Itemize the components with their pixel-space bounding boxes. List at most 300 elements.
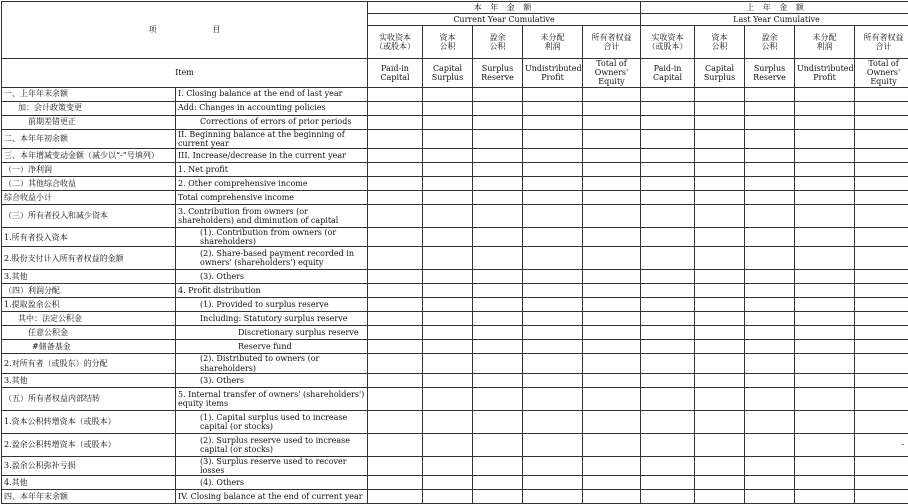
- last-col-en-3: Undistributed Profit: [795, 59, 855, 88]
- value-cell: [583, 247, 641, 270]
- value-cell: [695, 148, 745, 162]
- value-cell: [423, 476, 473, 490]
- value-cell: [855, 373, 908, 387]
- row-label-cn: （五）所有者权益内部结转: [2, 387, 176, 410]
- value-cell: [473, 162, 523, 176]
- table-row: [2, 354, 908, 373]
- value-cell: [473, 340, 523, 354]
- value-cell: [523, 176, 583, 190]
- value-cell: [423, 101, 473, 115]
- value-cell: [368, 176, 423, 190]
- value-cell: [695, 373, 745, 387]
- row-label-cn: 一、上年年末余额: [2, 87, 176, 101]
- value-cell: [473, 87, 523, 101]
- row-label-cn: 三、本年增减变动金额（减少以“-”号填列）: [2, 148, 176, 162]
- last-col-en-2: Surplus Reserve: [745, 59, 795, 88]
- table-row: [2, 227, 908, 246]
- value-cell: [855, 129, 908, 148]
- row-label-en: Total comprehensive income: [176, 190, 368, 204]
- value-cell: [423, 312, 473, 326]
- value-cell: [523, 162, 583, 176]
- value-cell: [695, 312, 745, 326]
- value-cell: [583, 101, 641, 115]
- value-cell: [523, 227, 583, 246]
- value-cell: [368, 284, 423, 298]
- current-col-en-3: Undistributed Profit: [523, 59, 583, 88]
- value-cell: [641, 101, 695, 115]
- value-cell: [641, 204, 695, 227]
- value-cell: [745, 270, 795, 284]
- value-cell: [423, 387, 473, 410]
- value-cell: [795, 410, 855, 433]
- value-cell: [641, 284, 695, 298]
- value-cell: [523, 129, 583, 148]
- row-label-cn: 二、本年年初余额: [2, 129, 176, 148]
- value-cell: [523, 326, 583, 340]
- value-cell: [368, 373, 423, 387]
- value-cell: [745, 312, 795, 326]
- row-label-en: 2. Other comprehensive income: [176, 176, 368, 190]
- value-cell: [368, 476, 423, 490]
- row-label-en: (3). Surplus reserve used to recover losses: [176, 456, 368, 475]
- value-cell: [641, 373, 695, 387]
- value-cell: [473, 148, 523, 162]
- equity-statement-table: [1, 1, 908, 504]
- value-cell: [695, 115, 745, 129]
- current-col-cn-2: 盈余 公积: [473, 26, 523, 59]
- value-cell: [795, 354, 855, 373]
- row-label-en: (3). Others: [176, 373, 368, 387]
- value-cell: [423, 410, 473, 433]
- value-cell: [583, 176, 641, 190]
- value-cell: -: [855, 433, 908, 456]
- row-label-cn: 其中：法定公积金: [2, 312, 176, 326]
- value-cell: [641, 476, 695, 490]
- value-cell: [855, 490, 908, 504]
- value-cell: [473, 101, 523, 115]
- value-cell: [423, 490, 473, 504]
- value-cell: [583, 490, 641, 504]
- value-cell: [423, 354, 473, 373]
- value-cell: [795, 476, 855, 490]
- value-cell: [695, 190, 745, 204]
- value-cell: [523, 456, 583, 475]
- value-cell: [695, 176, 745, 190]
- value-cell: [745, 176, 795, 190]
- value-cell: [745, 227, 795, 246]
- row-label-en: (2). Surplus reserve used to increase capital (or stocks): [176, 433, 368, 456]
- value-cell: [795, 176, 855, 190]
- item-label: Item: [2, 59, 368, 88]
- value-cell: [745, 326, 795, 340]
- value-cell: [745, 387, 795, 410]
- value-cell: [583, 340, 641, 354]
- row-label-cn: （二）其他综合收益: [2, 176, 176, 190]
- value-cell: [641, 129, 695, 148]
- table-row: [2, 490, 908, 504]
- table-row: [2, 326, 908, 340]
- value-cell: [695, 284, 745, 298]
- value-cell: [641, 247, 695, 270]
- value-cell: [795, 270, 855, 284]
- value-cell: [855, 115, 908, 129]
- row-label-cn: 3.其他: [2, 373, 176, 387]
- value-cell: [423, 373, 473, 387]
- value-cell: [855, 456, 908, 475]
- value-cell: [583, 456, 641, 475]
- value-cell: [473, 115, 523, 129]
- value-cell: [423, 284, 473, 298]
- value-cell: [855, 354, 908, 373]
- value-cell: [641, 354, 695, 373]
- value-cell: [473, 190, 523, 204]
- value-cell: [583, 354, 641, 373]
- value-cell: [368, 312, 423, 326]
- table-row: [2, 410, 908, 433]
- value-cell: [523, 410, 583, 433]
- value-cell: [423, 115, 473, 129]
- value-cell: [523, 433, 583, 456]
- value-cell: [473, 476, 523, 490]
- table-row: [2, 340, 908, 354]
- value-cell: [583, 162, 641, 176]
- row-label-cn: 2.对所有者（或股东）的分配: [2, 354, 176, 373]
- value-cell: [745, 340, 795, 354]
- value-cell: [855, 326, 908, 340]
- value-cell: [641, 298, 695, 312]
- value-cell: [855, 312, 908, 326]
- row-label-en: III. Increase/decrease in the current year: [176, 148, 368, 162]
- value-cell: [583, 148, 641, 162]
- value-cell: [795, 101, 855, 115]
- value-cell: [523, 490, 583, 504]
- row-label-en: IV. Closing balance at the end of current year: [176, 490, 368, 504]
- value-cell: [523, 270, 583, 284]
- value-cell: [795, 190, 855, 204]
- value-cell: [423, 247, 473, 270]
- value-cell: [855, 270, 908, 284]
- value-cell: [745, 433, 795, 456]
- row-label-cn: 2.盈余公积转增资本（或股本）: [2, 433, 176, 456]
- value-cell: [583, 227, 641, 246]
- value-cell: [695, 101, 745, 115]
- value-cell: [641, 387, 695, 410]
- table-row: [2, 270, 908, 284]
- table-row: [2, 456, 908, 475]
- value-cell: [368, 129, 423, 148]
- value-cell: [473, 433, 523, 456]
- value-cell: [423, 298, 473, 312]
- value-cell: [473, 227, 523, 246]
- value-cell: [695, 326, 745, 340]
- value-cell: [695, 340, 745, 354]
- value-cell: [368, 162, 423, 176]
- value-cell: [368, 247, 423, 270]
- current-col-cn-4: 所有者权益 合计: [583, 26, 641, 59]
- last-col-cn-2: 盈余 公积: [745, 26, 795, 59]
- value-cell: [368, 270, 423, 284]
- value-cell: [583, 115, 641, 129]
- row-label-en: (1). Capital surplus used to increase capital (or stocks): [176, 410, 368, 433]
- value-cell: [583, 312, 641, 326]
- row-label-cn: 3.其他: [2, 270, 176, 284]
- row-label-cn: 4.其他: [2, 476, 176, 490]
- value-cell: [583, 87, 641, 101]
- value-cell: [423, 227, 473, 246]
- value-cell: [423, 326, 473, 340]
- last-col-cn-3: 未分配 利润: [795, 26, 855, 59]
- value-cell: [523, 298, 583, 312]
- row-label-en: (1). Contribution from owners (or shareholders): [176, 227, 368, 246]
- value-cell: [641, 87, 695, 101]
- value-cell: [745, 87, 795, 101]
- value-cell: [473, 456, 523, 475]
- value-cell: [745, 101, 795, 115]
- value-cell: [695, 270, 745, 284]
- value-cell: [368, 490, 423, 504]
- value-cell: [795, 387, 855, 410]
- value-cell: [795, 148, 855, 162]
- value-cell: [695, 456, 745, 475]
- table-row: [2, 433, 908, 456]
- value-cell: [583, 129, 641, 148]
- value-cell: [368, 387, 423, 410]
- value-cell: [523, 204, 583, 227]
- value-cell: [423, 270, 473, 284]
- row-label-en: (2). Share-based payment recorded in owners' (shareholders') equity: [176, 247, 368, 270]
- table-row: [2, 115, 908, 129]
- value-cell: [641, 456, 695, 475]
- last-col-en-1: Capital Surplus: [695, 59, 745, 88]
- value-cell: [523, 247, 583, 270]
- current-col-en-4: Total of Owners' Equity: [583, 59, 641, 88]
- current-col-en-2: Surplus Reserve: [473, 59, 523, 88]
- value-cell: [473, 354, 523, 373]
- value-cell: [473, 490, 523, 504]
- value-cell: [523, 101, 583, 115]
- value-cell: [745, 373, 795, 387]
- value-cell: [641, 115, 695, 129]
- last-col-en-4: Total of Owners' Equity: [855, 59, 908, 88]
- value-cell: [795, 456, 855, 475]
- row-label-en: Reserve fund: [176, 340, 368, 354]
- value-cell: [641, 433, 695, 456]
- row-label-en: 1. Net profit: [176, 162, 368, 176]
- value-cell: [641, 326, 695, 340]
- value-cell: [423, 176, 473, 190]
- row-label-cn: 四、本年年末余额: [2, 490, 176, 504]
- last-col-cn-0: 实收资本 （或股本）: [641, 26, 695, 59]
- value-cell: [695, 354, 745, 373]
- table-row: [2, 190, 908, 204]
- value-cell: [368, 227, 423, 246]
- row-label-en: (4). Others: [176, 476, 368, 490]
- value-cell: [473, 373, 523, 387]
- current-col-cn-1: 资本 公积: [423, 26, 473, 59]
- value-cell: [695, 227, 745, 246]
- value-cell: [695, 87, 745, 101]
- value-cell: [368, 354, 423, 373]
- value-cell: [855, 101, 908, 115]
- value-cell: [641, 176, 695, 190]
- value-cell: [473, 129, 523, 148]
- value-cell: [423, 129, 473, 148]
- row-label-en: 4. Profit distribution: [176, 284, 368, 298]
- row-label-cn: 1.所有者投入资本: [2, 227, 176, 246]
- value-cell: [583, 373, 641, 387]
- value-cell: [368, 410, 423, 433]
- value-cell: [795, 247, 855, 270]
- value-cell: [423, 190, 473, 204]
- value-cell: [368, 148, 423, 162]
- value-cell: [641, 148, 695, 162]
- row-label-cn: （一）净利润: [2, 162, 176, 176]
- value-cell: [745, 456, 795, 475]
- row-label-en: Discretionary surplus reserve: [176, 326, 368, 340]
- row-label-cn: 前期差错更正: [2, 115, 176, 129]
- value-cell: [745, 247, 795, 270]
- value-cell: [795, 284, 855, 298]
- value-cell: [795, 326, 855, 340]
- value-cell: [641, 340, 695, 354]
- value-cell: [368, 433, 423, 456]
- value-cell: [423, 162, 473, 176]
- value-cell: [583, 433, 641, 456]
- value-cell: [745, 410, 795, 433]
- last-col-en-0: Paid-in Capital: [641, 59, 695, 88]
- value-cell: [583, 326, 641, 340]
- value-cell: [745, 190, 795, 204]
- value-cell: [795, 312, 855, 326]
- value-cell: [855, 247, 908, 270]
- value-cell: [695, 490, 745, 504]
- value-cell: [795, 115, 855, 129]
- value-cell: [695, 387, 745, 410]
- value-cell: [695, 476, 745, 490]
- value-cell: [523, 148, 583, 162]
- row-label-cn: 2.股份支付计入所有者权益的金额: [2, 247, 176, 270]
- value-cell: [423, 148, 473, 162]
- value-cell: [745, 115, 795, 129]
- value-cell: [855, 387, 908, 410]
- value-cell: [855, 284, 908, 298]
- value-cell: [583, 476, 641, 490]
- row-label-cn: 加：会计政策变更: [2, 101, 176, 115]
- value-cell: [745, 204, 795, 227]
- value-cell: [855, 162, 908, 176]
- value-cell: [523, 87, 583, 101]
- table-row: [2, 148, 908, 162]
- value-cell: [745, 148, 795, 162]
- value-cell: [855, 148, 908, 162]
- row-label-en: (2). Distributed to owners (or shareholders): [176, 354, 368, 373]
- value-cell: [583, 190, 641, 204]
- current-year-title: 本 年 金 额: [368, 2, 641, 14]
- value-cell: [641, 162, 695, 176]
- value-cell: [695, 433, 745, 456]
- table-row: [2, 298, 908, 312]
- value-cell: [795, 87, 855, 101]
- project-label: 项 目: [149, 25, 221, 34]
- value-cell: [583, 284, 641, 298]
- value-cell: [473, 176, 523, 190]
- row-label-cn: （三）所有者投入和减少资本: [2, 204, 176, 227]
- value-cell: [523, 340, 583, 354]
- value-cell: [641, 490, 695, 504]
- table-row: [2, 387, 908, 410]
- value-cell: [855, 227, 908, 246]
- value-cell: [368, 340, 423, 354]
- row-label-en: (3). Others: [176, 270, 368, 284]
- value-cell: [473, 270, 523, 284]
- value-cell: [745, 162, 795, 176]
- value-cell: [695, 247, 745, 270]
- value-cell: [795, 298, 855, 312]
- value-cell: [855, 340, 908, 354]
- current-col-en-0: Paid-in Capital: [368, 59, 423, 88]
- table-row: [2, 162, 908, 176]
- row-label-cn: #储备基金: [2, 340, 176, 354]
- table-row: [2, 87, 908, 101]
- row-label-en: Including: Statutory surplus reserve: [176, 312, 368, 326]
- value-cell: [795, 490, 855, 504]
- value-cell: [641, 410, 695, 433]
- value-cell: [368, 298, 423, 312]
- table-row: [2, 284, 908, 298]
- value-cell: [523, 284, 583, 298]
- value-cell: [523, 115, 583, 129]
- table-row: [2, 101, 908, 115]
- value-cell: [641, 227, 695, 246]
- row-label-en: Corrections of errors of prior periods: [176, 115, 368, 129]
- last-year-subtitle: Last Year Cumulative: [641, 14, 908, 26]
- last-col-cn-1: 资本 公积: [695, 26, 745, 59]
- value-cell: [423, 456, 473, 475]
- row-label-cn: 1.提取盈余公积: [2, 298, 176, 312]
- value-cell: [641, 312, 695, 326]
- table-row: [2, 129, 908, 148]
- value-cell: [473, 247, 523, 270]
- value-cell: [368, 456, 423, 475]
- last-col-cn-4: 所有者权益 合计: [855, 26, 908, 59]
- value-cell: [368, 204, 423, 227]
- value-cell: [368, 190, 423, 204]
- row-label-en: II. Beginning balance at the beginning of current year: [176, 129, 368, 148]
- value-cell: [523, 354, 583, 373]
- value-cell: [423, 204, 473, 227]
- value-cell: [473, 312, 523, 326]
- current-col-cn-0: 实收资本 （或股本）: [368, 26, 423, 59]
- value-cell: [583, 270, 641, 284]
- row-label-en: 5. Internal transfer of owners' (shareholders') equity items: [176, 387, 368, 410]
- value-cell: [368, 115, 423, 129]
- value-cell: [745, 129, 795, 148]
- table-row: [2, 476, 908, 490]
- value-cell: [795, 129, 855, 148]
- value-cell: [368, 326, 423, 340]
- value-cell: [745, 354, 795, 373]
- value-cell: [855, 190, 908, 204]
- value-cell: [583, 410, 641, 433]
- value-cell: [855, 476, 908, 490]
- value-cell: [368, 101, 423, 115]
- value-cell: [795, 227, 855, 246]
- row-label-cn: （四）利润分配: [2, 284, 176, 298]
- value-cell: [473, 298, 523, 312]
- value-cell: [641, 270, 695, 284]
- value-cell: [423, 87, 473, 101]
- value-cell: [473, 204, 523, 227]
